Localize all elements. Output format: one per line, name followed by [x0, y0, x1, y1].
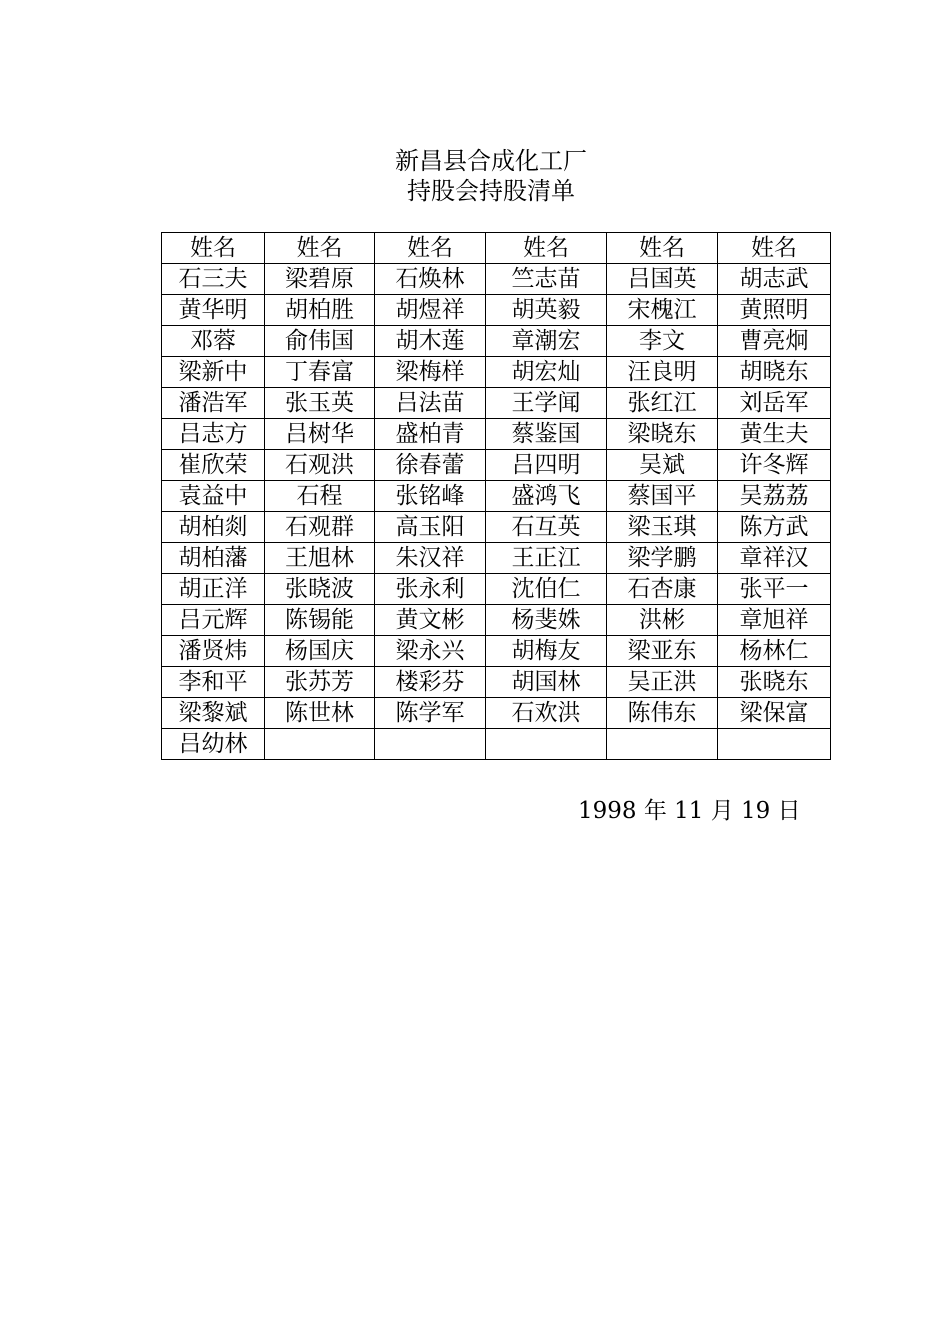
name-cell: 张玉英: [265, 388, 375, 419]
name-cell: 梁玉琪: [607, 512, 718, 543]
name-cell: 徐春蕾: [375, 450, 486, 481]
name-cell: 袁益中: [162, 481, 265, 512]
name-cell: 胡国林: [486, 667, 607, 698]
header-cell: 姓名: [486, 233, 607, 264]
name-cell: 吕元辉: [162, 605, 265, 636]
name-cell: 石观群: [265, 512, 375, 543]
table-row: [162, 481, 831, 512]
name-cell: 梁保富: [718, 698, 831, 729]
table-row: [162, 450, 831, 481]
name-cell: 刘岳军: [718, 388, 831, 419]
name-cell: 吴荔荔: [718, 481, 831, 512]
name-cell: 胡煜祥: [375, 295, 486, 326]
name-cell: 丁春富: [265, 357, 375, 388]
header-cell: 姓名: [375, 233, 486, 264]
name-cell: [486, 729, 607, 760]
document-title: [0, 146, 950, 206]
name-cell: 张苏芳: [265, 667, 375, 698]
name-cell: 吕树华: [265, 419, 375, 450]
name-cell: 梁碧原: [265, 264, 375, 295]
name-cell: 梁梅样: [375, 357, 486, 388]
name-cell: 石互英: [486, 512, 607, 543]
name-cell: 胡晓东: [718, 357, 831, 388]
name-cell: 胡正洋: [162, 574, 265, 605]
name-cell: 吕法苗: [375, 388, 486, 419]
name-cell: 胡木莲: [375, 326, 486, 357]
name-cell: 王正江: [486, 543, 607, 574]
name-cell: 吕国英: [607, 264, 718, 295]
name-cell: 杨林仁: [718, 636, 831, 667]
table-row: [162, 295, 831, 326]
name-cell: 俞伟国: [265, 326, 375, 357]
name-cell: 张铭峰: [375, 481, 486, 512]
name-cell: 李文: [607, 326, 718, 357]
name-cell: 梁晓东: [607, 419, 718, 450]
name-cell: 吕四明: [486, 450, 607, 481]
table-row: [162, 357, 831, 388]
shareholder-table-body: [162, 233, 831, 760]
name-cell: 崔欣荣: [162, 450, 265, 481]
name-cell: 胡柏藩: [162, 543, 265, 574]
name-cell: 许冬辉: [718, 450, 831, 481]
name-cell: 胡志武: [718, 264, 831, 295]
name-cell: 石焕林: [375, 264, 486, 295]
table-row: [162, 388, 831, 419]
name-cell: 吕幼林: [162, 729, 265, 760]
title-company: 新昌县合成化工厂: [395, 147, 587, 175]
name-cell: 张晓波: [265, 574, 375, 605]
name-cell: 黄生夫: [718, 419, 831, 450]
name-cell: 章祥汉: [718, 543, 831, 574]
name-cell: 盛鸿飞: [486, 481, 607, 512]
name-cell: 胡柏胜: [265, 295, 375, 326]
name-cell: 曹亮炯: [718, 326, 831, 357]
name-cell: 张红江: [607, 388, 718, 419]
name-cell: 石杏康: [607, 574, 718, 605]
name-cell: 梁黎斌: [162, 698, 265, 729]
header-cell: 姓名: [607, 233, 718, 264]
name-cell: 蔡国平: [607, 481, 718, 512]
name-cell: 胡宏灿: [486, 357, 607, 388]
name-cell: 王学闻: [486, 388, 607, 419]
table-row: [162, 636, 831, 667]
name-cell: 梁新中: [162, 357, 265, 388]
name-cell: 邓蓉: [162, 326, 265, 357]
name-cell: 楼彩芬: [375, 667, 486, 698]
table-row: [162, 729, 831, 760]
document-date: 1998 年 11 月 19 日: [578, 798, 801, 824]
shareholder-table: [161, 232, 831, 760]
name-cell: 王旭林: [265, 543, 375, 574]
header-cell: 姓名: [265, 233, 375, 264]
header-cell: 姓名: [718, 233, 831, 264]
name-cell: 梁亚东: [607, 636, 718, 667]
name-cell: 胡柏剡: [162, 512, 265, 543]
table-row: [162, 419, 831, 450]
name-cell: 潘贤炜: [162, 636, 265, 667]
name-cell: 陈锡能: [265, 605, 375, 636]
table-row: [162, 264, 831, 295]
name-cell: 张平一: [718, 574, 831, 605]
table-row: [162, 326, 831, 357]
name-cell: 石三夫: [162, 264, 265, 295]
name-cell: 潘浩军: [162, 388, 265, 419]
name-cell: 吴斌: [607, 450, 718, 481]
name-cell: 张晓东: [718, 667, 831, 698]
name-cell: 杨斐姝: [486, 605, 607, 636]
table-row: [162, 605, 831, 636]
name-cell: 吴正洪: [607, 667, 718, 698]
name-cell: 汪良明: [607, 357, 718, 388]
name-cell: 石欢洪: [486, 698, 607, 729]
name-cell: [718, 729, 831, 760]
table-header-row: [162, 233, 831, 264]
name-cell: 陈伟东: [607, 698, 718, 729]
name-cell: 张永利: [375, 574, 486, 605]
name-cell: 石观洪: [265, 450, 375, 481]
name-cell: 李和平: [162, 667, 265, 698]
name-cell: 章旭祥: [718, 605, 831, 636]
name-cell: [265, 729, 375, 760]
name-cell: 胡梅友: [486, 636, 607, 667]
name-cell: 胡英毅: [486, 295, 607, 326]
name-cell: 黄文彬: [375, 605, 486, 636]
name-cell: 洪彬: [607, 605, 718, 636]
name-cell: 盛柏青: [375, 419, 486, 450]
name-cell: 章潮宏: [486, 326, 607, 357]
name-cell: 黄华明: [162, 295, 265, 326]
name-cell: 黄照明: [718, 295, 831, 326]
table-row: [162, 574, 831, 605]
name-cell: 杨国庆: [265, 636, 375, 667]
name-cell: [375, 729, 486, 760]
table-row: [162, 543, 831, 574]
name-cell: 朱汉祥: [375, 543, 486, 574]
title-list-name: 持股会持股清单: [407, 177, 575, 205]
table-row: [162, 698, 831, 729]
name-cell: 竺志苗: [486, 264, 607, 295]
name-cell: 蔡鉴国: [486, 419, 607, 450]
table-row: [162, 667, 831, 698]
name-cell: 陈学军: [375, 698, 486, 729]
name-cell: 高玉阳: [375, 512, 486, 543]
name-cell: 陈世林: [265, 698, 375, 729]
name-cell: [607, 729, 718, 760]
table-row: [162, 512, 831, 543]
name-cell: 梁永兴: [375, 636, 486, 667]
name-cell: 陈方武: [718, 512, 831, 543]
name-cell: 吕志方: [162, 419, 265, 450]
name-cell: 石程: [265, 481, 375, 512]
header-cell: 姓名: [162, 233, 265, 264]
name-cell: 梁学鹏: [607, 543, 718, 574]
name-cell: 沈伯仁: [486, 574, 607, 605]
name-cell: 宋槐江: [607, 295, 718, 326]
